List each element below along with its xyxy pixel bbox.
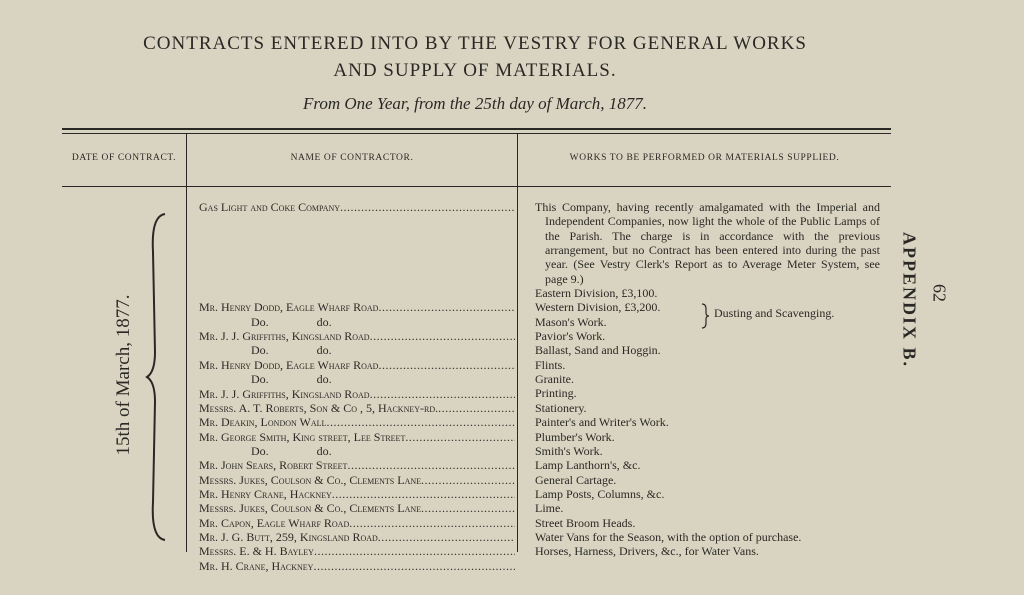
- works-item: Painter's and Writer's Work.: [535, 415, 669, 430]
- works-item: Pavior's Work.: [535, 329, 606, 344]
- contractor-name: Do. do.: [251, 443, 332, 458]
- contractor-name: Mr. John Sears, Robert Street: [199, 458, 348, 473]
- table-row: [199, 358, 515, 372]
- contractor-name: Messrs. Jukes, Coulson & Co., Clements Lane: [199, 472, 422, 487]
- table-row: [199, 372, 515, 386]
- table-row: [199, 530, 515, 544]
- contractor-name: Mr. J. J. Griffiths, Kingsland Road: [199, 329, 370, 344]
- table-row: [199, 329, 515, 343]
- contractor-name: Mr. George Smith, King street, Lee Street: [199, 429, 406, 444]
- contractor-name: Do. do.: [251, 372, 332, 387]
- page-title-line-2: AND SUPPLY OF MATERIALS.: [333, 60, 617, 81]
- page-subtitle: From One Year, from the 25th day of March, 1877.: [302, 94, 648, 113]
- contractor-name: Mr. Capon, Eagle Wharf Road: [199, 515, 350, 530]
- column-divider-1: [186, 134, 187, 552]
- contractor-name: Messrs. Jukes, Coulson & Co., Clements Lane: [199, 501, 422, 516]
- works-item: Lime.: [535, 501, 564, 516]
- appendix-label: APPENDIX B.: [899, 231, 920, 369]
- table-row: [199, 300, 515, 314]
- contractor-name: Do. do.: [251, 314, 332, 329]
- gas-company-note: This Company, having recently amalgamated with the Imperial and Independent Companies, now light the whole of the Public Lamps of the Parish. The charge is in accordance with the previous arrangement, but no Contract has been entered into during the past year. (See Vestry Clerk's Report as to Average Meter System, see page 9.): [535, 200, 880, 286]
- works-item: Water Vans for the Season, with the option of purchase.: [535, 529, 802, 544]
- table-row: [199, 343, 515, 357]
- works-item: Smith's Work.: [535, 443, 603, 458]
- works-item: Ballast, Sand and Hoggin.: [535, 343, 661, 358]
- table-row: [199, 444, 515, 458]
- table-row: [199, 501, 515, 515]
- column-divider-2: [517, 134, 518, 552]
- list-item: Gas Light and Coke Company .....: [199, 200, 515, 214]
- works-item: Eastern Division, £3,100.: [535, 286, 658, 301]
- page-number: 62: [929, 284, 950, 302]
- works-item: Street Broom Heads.: [535, 515, 636, 530]
- contractor-name: Mr. Deakin, London Wall: [199, 415, 327, 430]
- contractor-name: Mr. H. Crane, Hackney: [199, 558, 314, 573]
- contractor-name: Mr. J. G. Butt, 259, Kingsland Road: [199, 529, 378, 544]
- table-row: [199, 387, 515, 401]
- column-header-date: DATE OF CONTRACT.: [71, 153, 177, 163]
- page-title: CONTRACTS ENTERED INTO BY THE VESTRY FOR GENERAL WORKS: [143, 33, 807, 54]
- contractor-name: Mr. J. J. Griffiths, Kingsland Road: [199, 386, 370, 401]
- contractor-name: Do. do.: [251, 343, 332, 358]
- contractor-column: [199, 200, 515, 573]
- table-row: [199, 487, 515, 501]
- works-item: Stationery.: [535, 400, 587, 415]
- table-row: [199, 430, 515, 444]
- works-item: Plumber's Work.: [535, 429, 615, 444]
- contractor-name: Messrs. A. T. Roberts, Son & Co , 5, Hackney-rd.: [199, 400, 439, 415]
- works-item: Western Division, £3,200.: [535, 300, 661, 315]
- works-item: Horses, Harness, Drivers, &c., for Water Vans.: [535, 544, 759, 559]
- table-row: [199, 315, 515, 329]
- column-header-contractor: NAME OF CONTRACTOR.: [290, 153, 414, 163]
- table-row: [199, 559, 515, 573]
- contractor-name: Mr. Henry Dodd, Eagle Wharf Road: [199, 300, 379, 315]
- top-rule-thick: [62, 128, 891, 130]
- works-item: Mason's Work.: [535, 314, 607, 329]
- table-row: [199, 516, 515, 530]
- works-item: Granite.: [535, 372, 574, 387]
- table-row: [199, 458, 515, 472]
- works-item: Lamp Posts, Columns, &c.: [535, 486, 665, 501]
- table-row: [199, 544, 515, 558]
- contractor-name: Mr. Henry Dodd, Eagle Wharf Road: [199, 357, 379, 372]
- works-item: Lamp Lanthorn's, &c.: [535, 458, 641, 473]
- right-brace-icon: [700, 303, 710, 329]
- dusting-label: Dusting and Scavenging.: [714, 306, 835, 320]
- column-header-works: WORKS TO BE PERFORMED OR MATERIALS SUPPLIED.: [569, 153, 840, 163]
- table-row: [199, 415, 515, 429]
- contractor-name: Mr. Henry Crane, Hackney: [199, 486, 332, 501]
- table-row: [199, 401, 515, 415]
- left-brace-icon: [145, 212, 167, 542]
- works-item: Printing.: [535, 386, 577, 401]
- works-item: General Cartage.: [535, 472, 617, 487]
- contractor-name: Messrs. E. & H. Bayley: [199, 544, 314, 559]
- works-column: [535, 200, 880, 559]
- table-row: [199, 473, 515, 487]
- date-of-contract: 15th of March, 1877.: [113, 294, 134, 456]
- works-item: Flints.: [535, 357, 566, 372]
